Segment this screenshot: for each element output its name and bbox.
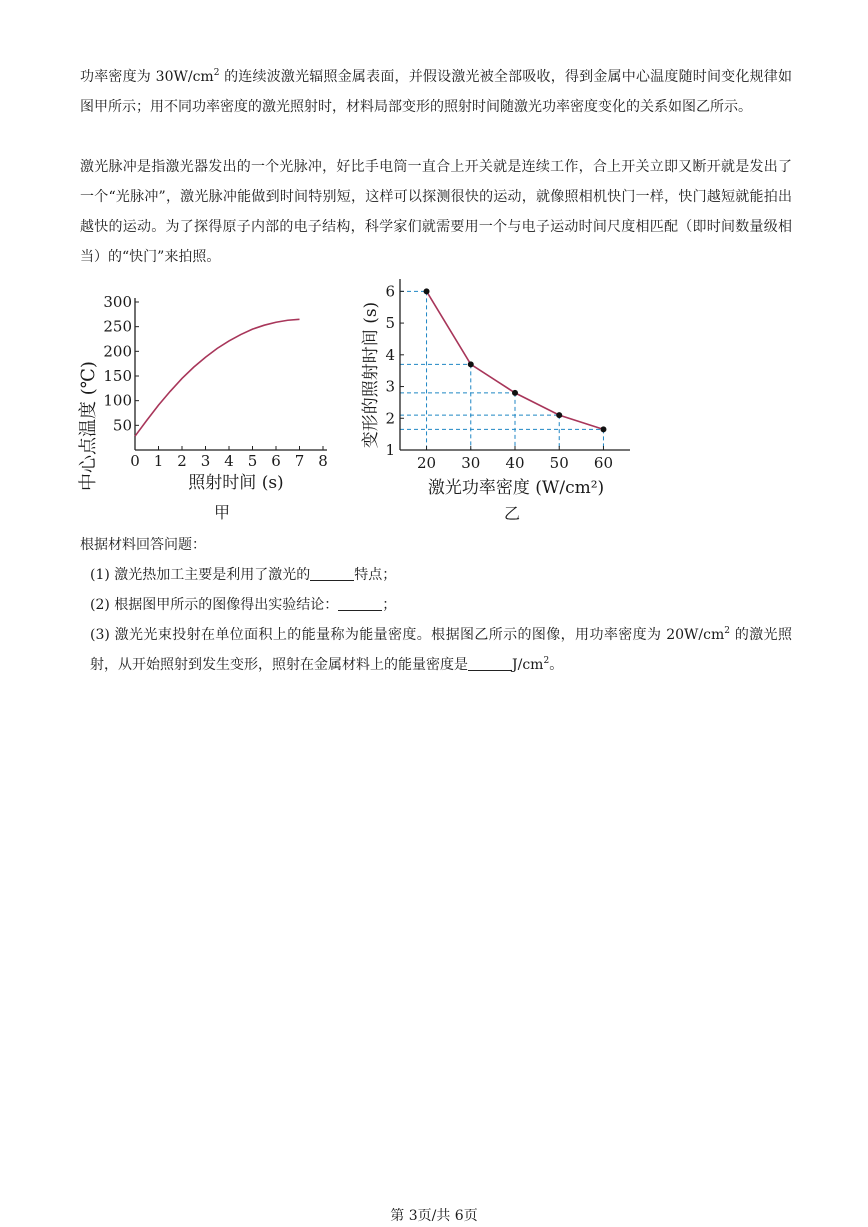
chart-b-y-tick-label: 5 bbox=[385, 314, 395, 333]
chart-a-x-tick-label: 6 bbox=[271, 452, 281, 470]
chart-a-line-group bbox=[135, 319, 300, 436]
question-1 bbox=[90, 560, 396, 590]
chart-a-x-tick-label: 7 bbox=[294, 452, 305, 470]
q3-mid: 的激光照射，从开始照射到发生变形，照射在金属材料上的能量密度是 bbox=[90, 627, 792, 673]
chart-a-y-tick-label: 50 bbox=[112, 416, 132, 435]
p1-text-a: 功率密度为 30W/cm bbox=[80, 69, 214, 85]
q3-unit-sup: 2 bbox=[543, 656, 550, 666]
chart-b-guide-lines bbox=[400, 291, 603, 450]
chart-a-x-tick-label: 3 bbox=[200, 452, 211, 470]
intro-paragraph-2: 激光脉冲是指激光器发出的一个光脉冲，好比手电筒一直合上开关就是连续工作，合上开关立即又断开就是发出了一个“光脉冲”，激光脉冲能做到时间特别短，这样可以探测很快的运动，就像照相机快门一样，快门越短就能拍出越快的运动。为了探得原子内部的电子结构，科学家们就需要用一个与电子运动时间尺度相匹配（即时间数量级相当）的“快门”来拍照。 bbox=[80, 159, 792, 265]
chart-a-axes bbox=[135, 298, 327, 450]
chart-b-y-tick-label: 6 bbox=[385, 282, 395, 301]
chart-a-x-tick-label: 1 bbox=[153, 452, 164, 470]
chart-a-x-tick-label: 2 bbox=[177, 452, 187, 470]
chart-a-x-tick-label: 4 bbox=[224, 452, 234, 470]
q3-sup: 2 bbox=[724, 626, 730, 636]
chart-b-data-point bbox=[600, 426, 606, 432]
chart-a-caption: 甲 bbox=[213, 503, 231, 522]
chart-a-x-tick-label: 0 bbox=[130, 452, 140, 470]
chart-b-y-tick-label: 3 bbox=[385, 377, 395, 396]
chart-temperature-vs-time bbox=[70, 290, 360, 530]
answer-blank-2[interactable] bbox=[338, 596, 382, 611]
chart-b-x-tick-label: 50 bbox=[549, 454, 569, 472]
chart-b-data-point bbox=[468, 361, 474, 367]
answer-blank-3[interactable] bbox=[468, 656, 512, 671]
p1-sup: 2 bbox=[213, 68, 220, 78]
q1-prefix: (1) 激光热加工主要是利用了激光的 bbox=[90, 567, 311, 583]
chart-b-xlabel: 激光功率密度 (W/cm²) bbox=[427, 478, 605, 498]
chart-b-ylabel: 变形的照射时间 (s) bbox=[361, 301, 381, 449]
question-2 bbox=[90, 590, 396, 620]
chart-a-y-tick-label: 300 bbox=[103, 293, 132, 311]
answer-blank-1[interactable] bbox=[310, 566, 354, 581]
q3-unit: J/cm bbox=[512, 657, 544, 673]
q2-prefix: (2) 根据图甲所示的图像得出实验结论： bbox=[90, 597, 339, 613]
q3-prefix: (3) 激光光束投射在单位面积上的能量称为能量密度。根据图乙所示的图像，用功率密度为 20W/cm bbox=[90, 627, 725, 643]
chart-b-data-point bbox=[512, 390, 518, 396]
chart-a-y-tick-label: 200 bbox=[103, 342, 132, 361]
chart-b-y-tick-label: 2 bbox=[385, 409, 395, 428]
chart-b-x-tick-label: 30 bbox=[461, 454, 481, 472]
chart-b-y-tick-label: 1 bbox=[385, 441, 395, 459]
chart-a-y-tick-label: 150 bbox=[103, 367, 132, 385]
chart-a-ylabel: 中心点温度 (℃) bbox=[78, 361, 99, 491]
chart-b-x-tick-label: 40 bbox=[505, 454, 525, 472]
chart-a-y-tick-label: 100 bbox=[103, 391, 132, 410]
chart-b-ticks bbox=[385, 282, 613, 472]
chart-b-data-point bbox=[556, 412, 562, 418]
chart-a-series-line bbox=[135, 319, 300, 436]
p1-text-b: 的连续波激光辐照金属表面，并假设激光被全部吸收，得到金属中心温度随时间变化规律如图甲所示；用不同功率密度的激光照射时，材料局部变形的照射时间随激光功率密度变化的关系如图乙所示。 bbox=[80, 69, 792, 115]
intro-paragraph-1 bbox=[80, 62, 792, 122]
q3-end: 。 bbox=[549, 657, 564, 673]
chart-a-x-tick-label: 5 bbox=[247, 452, 258, 470]
chart-b-data-point bbox=[424, 288, 430, 294]
page-footer: 第 3页/共 6页 bbox=[390, 1208, 478, 1224]
q1-suffix: 特点； bbox=[354, 567, 397, 583]
chart-b-caption: 乙 bbox=[503, 504, 521, 523]
chart-deform-time-vs-power bbox=[350, 275, 650, 525]
chart-b-x-tick-label: 60 bbox=[593, 454, 614, 472]
q2-suffix: ； bbox=[382, 597, 397, 613]
chart-b-y-tick-label: 4 bbox=[385, 345, 395, 364]
chart-b-x-tick-label: 20 bbox=[416, 454, 437, 472]
chart-a-x-tick-label: 8 bbox=[318, 452, 328, 470]
chart-a-y-tick-label: 250 bbox=[103, 317, 132, 336]
chart-a-xlabel: 照射时间 (s) bbox=[188, 473, 284, 493]
question-3 bbox=[90, 620, 792, 680]
questions-intro: 根据材料回答问题： bbox=[80, 537, 206, 553]
